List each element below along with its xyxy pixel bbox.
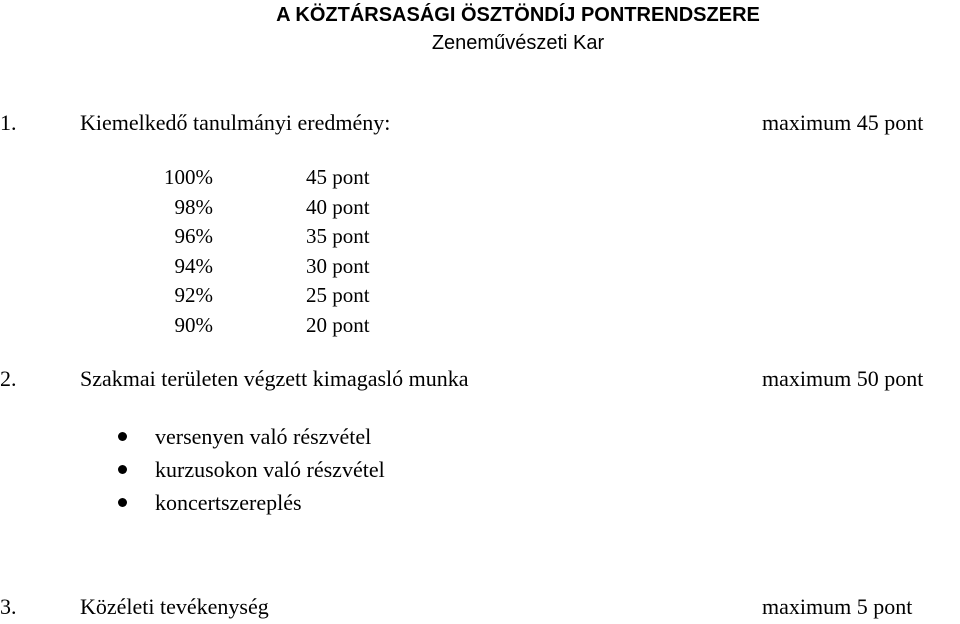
section-1-max: maximum 45 pont [762,110,924,135]
section-1-label: Kiemelkedő tanulmányi eredmény: [80,110,391,135]
section-3-label: Közéleti tevékenység [80,594,269,619]
table-row [140,163,400,193]
section-2-label: Szakmai területen végzett kimagasló munka [80,366,469,391]
score-table [140,163,400,340]
bullet-icon [118,465,127,474]
table-row [140,252,400,282]
score-percent: 96% [174,224,213,248]
score-points: 35 pont [306,224,370,248]
score-points: 40 pont [306,194,370,219]
section-3-number: 3. [0,594,17,619]
section-2-number: 2. [0,366,17,391]
score-points: 25 pont [306,283,370,307]
score-percent: 98% [174,194,213,219]
bullet-icon [118,498,127,507]
score-points: 20 pont [306,312,370,337]
page-title: A KÖZTÁRSASÁGI ÖSZTÖNDÍJ PONTRENDSZERE [276,4,760,26]
list-item-text: versenyen való részvétel [155,424,372,449]
table-row [140,222,400,252]
table-row [140,281,400,311]
score-percent: 92% [174,283,213,307]
table-row [140,311,400,341]
score-percent: 100% [164,165,213,189]
section-2-max: maximum 50 pont [762,366,924,391]
table-row [140,193,400,223]
list-item-text: kurzusokon való részvétel [155,457,385,482]
score-percent: 94% [174,253,213,278]
list-item-text: koncertszereplés [155,490,302,515]
score-points: 30 pont [306,253,370,278]
section-1-number: 1. [0,110,17,135]
score-points: 45 pont [306,165,370,189]
score-percent: 90% [174,312,213,337]
bullet-icon [118,432,127,441]
page-subtitle: Zeneművészeti Kar [431,32,605,54]
section-3-max: maximum 5 pont [762,594,913,619]
